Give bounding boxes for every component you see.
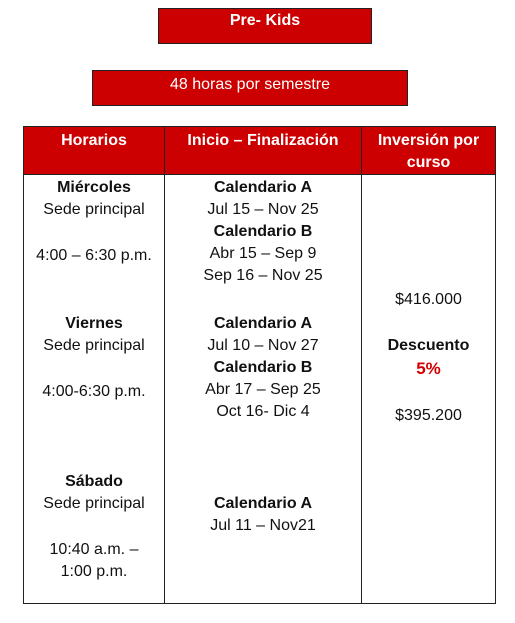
header-schedule: Horarios (24, 127, 164, 175)
calendar-name: Calendario A (213, 315, 313, 332)
course-title: Pre- Kids (158, 8, 372, 44)
location-friday: Sede principal (43, 337, 145, 354)
header-price-line1: Inversión por (377, 132, 480, 149)
calendar-dates: Sep 16 – Nov 25 (203, 267, 323, 284)
calendar-dates: Jul 15 – Nov 25 (207, 201, 319, 218)
price-column (361, 126, 496, 604)
hours-banner: 48 horas por semestre (92, 70, 408, 106)
time-saturday-end: 1:00 p.m. (60, 563, 128, 580)
header-dates: Inicio – Finalización (165, 127, 361, 175)
calendar-dates: Jul 10 – Nov 27 (207, 337, 319, 354)
location-wednesday: Sede principal (43, 201, 145, 218)
schedule-column (23, 126, 165, 604)
time-saturday-start: 10:40 a.m. – (49, 541, 139, 558)
calendar-dates: Abr 15 – Sep 9 (209, 245, 317, 262)
discount-percent: 5% (416, 359, 441, 378)
header-price (362, 127, 495, 175)
calendar-dates: Abr 17 – Sep 25 (205, 381, 321, 398)
schedule-table (23, 126, 496, 604)
calendar-name: Calendario B (213, 223, 313, 240)
time-friday: 4:00-6:30 p.m. (42, 383, 146, 400)
price: $416.000 (395, 291, 462, 308)
discount-label: Descuento (387, 337, 470, 354)
dates-column (164, 126, 362, 604)
day-friday: Viernes (65, 315, 123, 332)
calendar-name: Calendario A (213, 179, 313, 196)
day-saturday: Sábado (65, 473, 123, 490)
location-saturday: Sede principal (43, 495, 145, 512)
calendar-name: Calendario A (213, 495, 313, 512)
day-wednesday: Miércoles (57, 179, 131, 196)
calendar-dates: Jul 11 – Nov21 (210, 517, 316, 534)
time-wednesday: 4:00 – 6:30 p.m. (36, 247, 152, 264)
calendar-dates: Oct 16- Dic 4 (216, 403, 310, 420)
final-price: $395.200 (395, 407, 462, 424)
calendar-name: Calendario B (213, 359, 313, 376)
header-price-line2: curso (406, 154, 451, 171)
